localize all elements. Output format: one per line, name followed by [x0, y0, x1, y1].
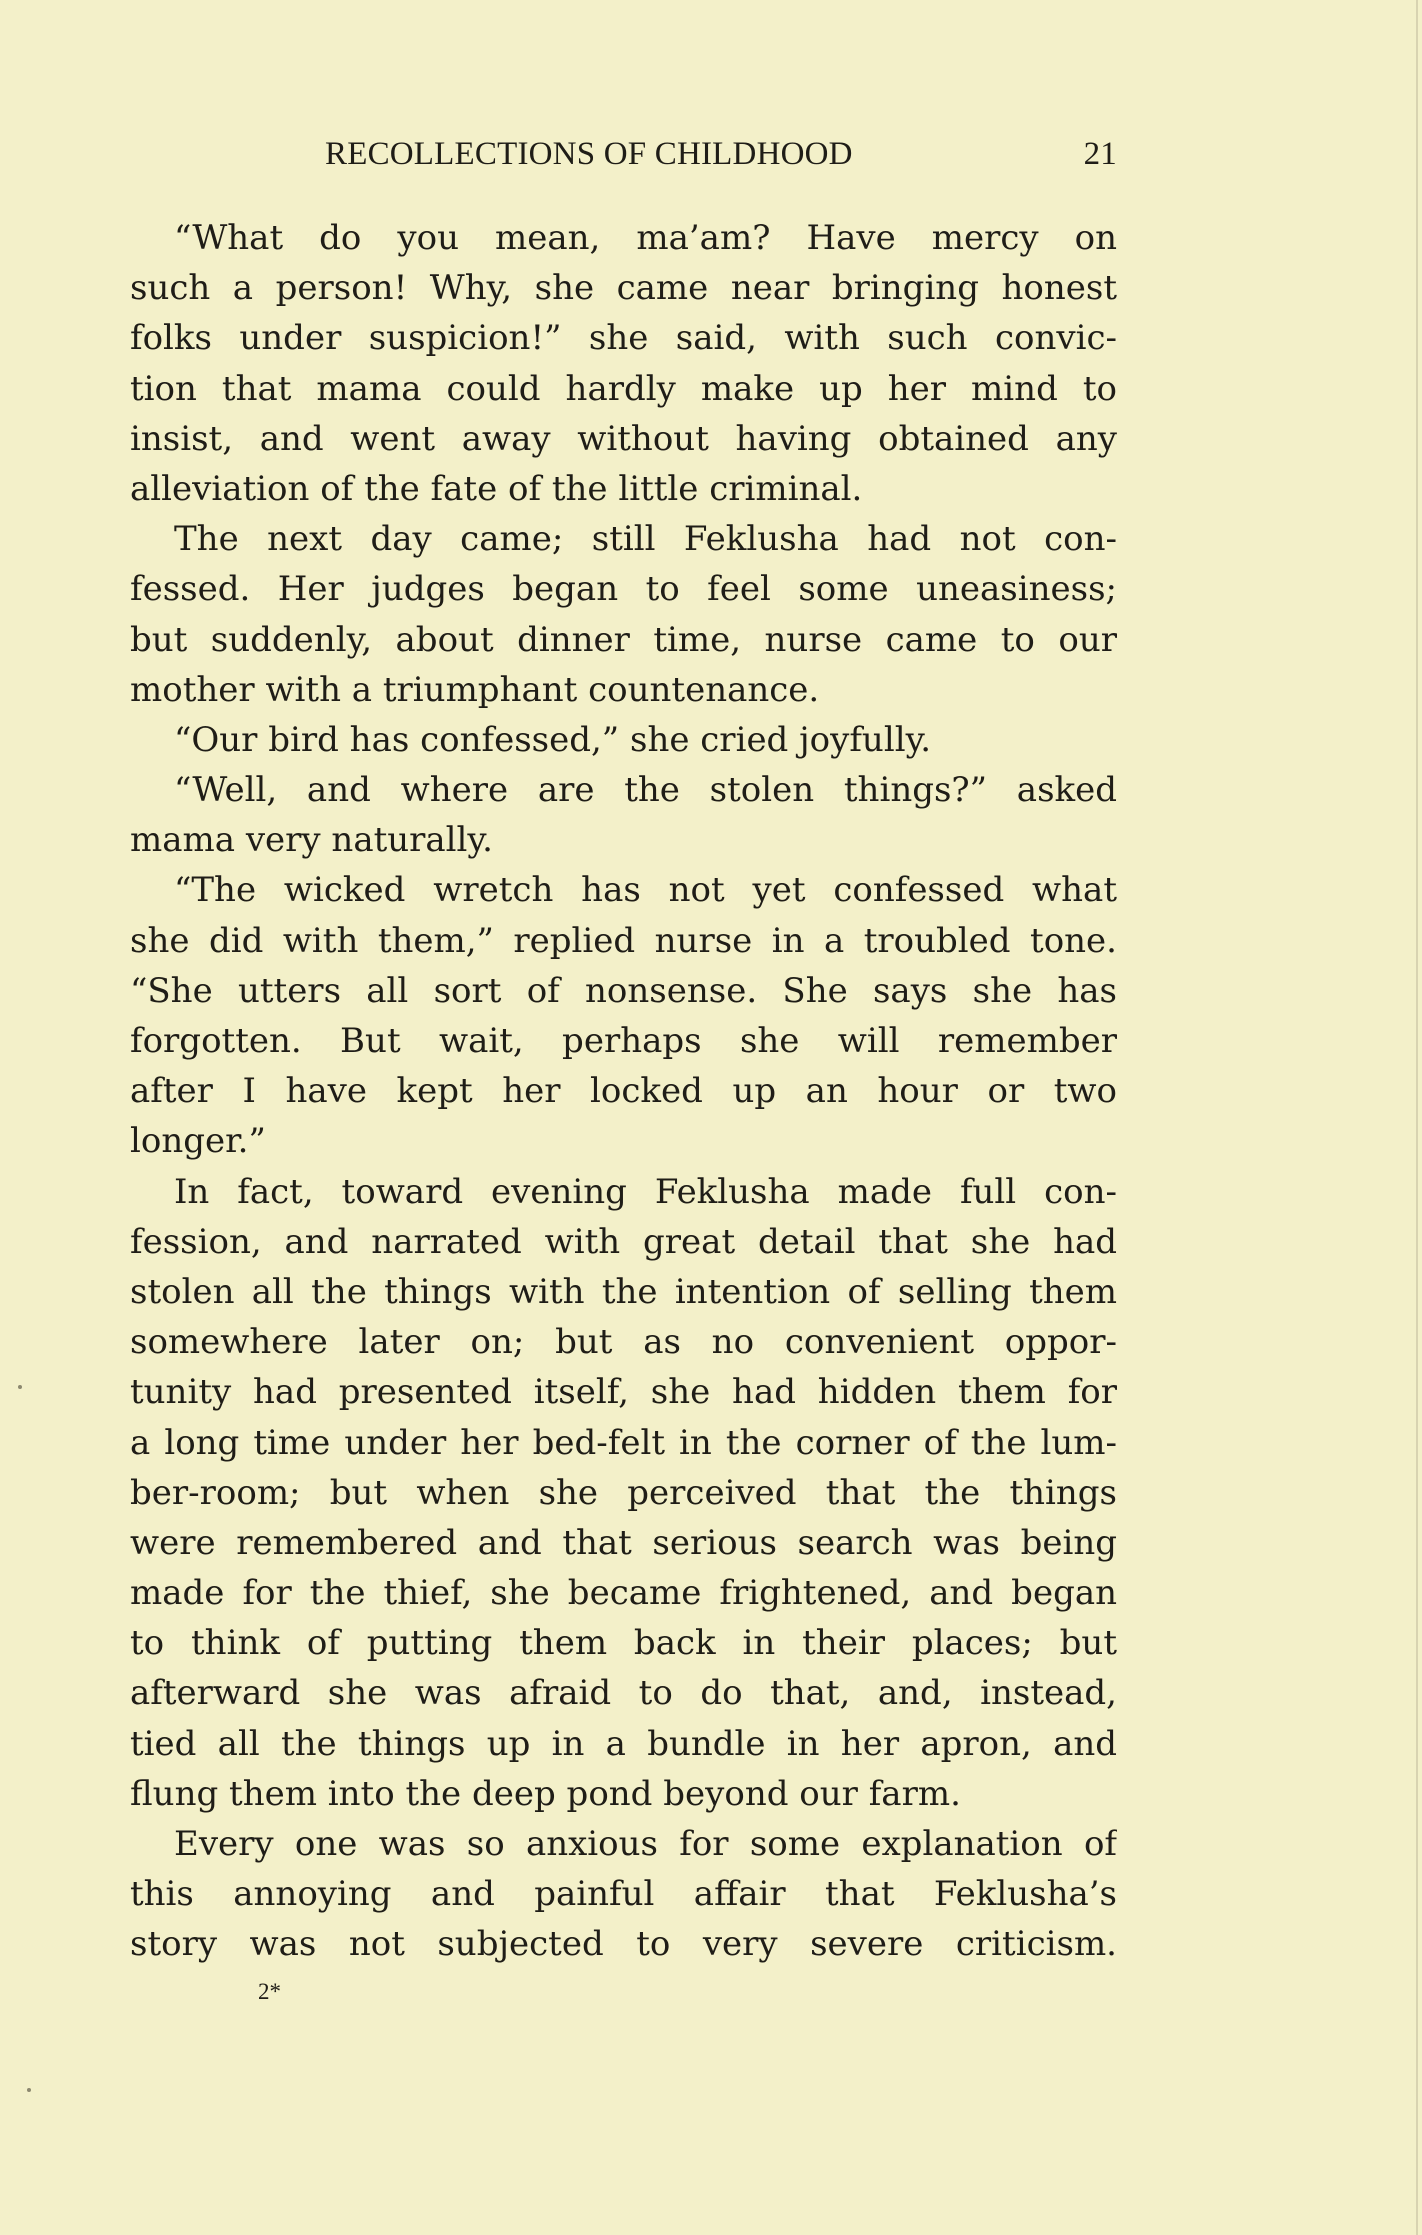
- text-line: a long time under her bed-felt in the corner of the lum-: [130, 1422, 1117, 1463]
- text-line: tion that mama could hardly make up her mind to: [130, 368, 1117, 409]
- text-line: “What do you mean, ma’am? Have mercy on: [174, 218, 1117, 258]
- text-line: ber-room; but when she perceived that the things: [130, 1472, 1117, 1513]
- text-line: tunity had presented itself, she had hidden them for: [130, 1372, 1117, 1413]
- page-edge: [1416, 0, 1418, 2235]
- text-line: alleviation of the fate of the little criminal.: [130, 468, 863, 509]
- text-line: “Well, and where are the stolen things?” asked: [174, 770, 1117, 811]
- text-line: In fact, toward evening Feklusha made full con-: [174, 1171, 1117, 1212]
- text-line: fessed. Her judges began to feel some uneasiness;: [130, 569, 1117, 610]
- text-line: but suddenly, about dinner time, nurse came to our: [130, 619, 1117, 660]
- text-line: this annoying and painful affair that Feklusha’s: [130, 1874, 1117, 1915]
- text-line: were remembered and that serious search was being: [130, 1522, 1117, 1563]
- page-header: [130, 130, 1117, 178]
- text-line: made for the thief, she became frightened, and began: [130, 1573, 1117, 1614]
- text-line: “Our bird has confessed,” she cried joyfully.: [174, 719, 932, 760]
- text-line: fession, and narrated with great detail that she had: [130, 1221, 1117, 1262]
- paper-speck: [18, 1385, 22, 1389]
- text-line: folks under suspicion!” she said, with such convic-: [130, 318, 1117, 359]
- text-line: mama very naturally.: [130, 820, 493, 861]
- text-line: flung them into the deep pond beyond our farm.: [130, 1773, 961, 1814]
- text-line: “She utters all sort of nonsense. She says she has: [130, 970, 1117, 1011]
- text-line: such a person! Why, she came near bringing honest: [130, 268, 1117, 309]
- text-line: insist, and went away without having obtained any: [130, 418, 1117, 459]
- text-line: afterward she was afraid to do that, and, instead,: [130, 1673, 1117, 1714]
- text-line: after I have kept her locked up an hour or two: [130, 1071, 1117, 1112]
- text-line: she did with them,” replied nurse in a troubled tone.: [130, 920, 1117, 961]
- signature-mark: 2*: [258, 1979, 281, 2004]
- text-line: mother with a triumphant countenance.: [130, 669, 820, 710]
- text-line: The next day came; still Feklusha had not con-: [174, 519, 1117, 560]
- text-line: “The wicked wretch has not yet confessed what: [174, 870, 1117, 911]
- text-line: stolen all the things with the intention of selling them: [130, 1271, 1117, 1312]
- text-line: somewhere later on; but as no convenient oppor-: [130, 1322, 1117, 1363]
- text-line: longer.”: [130, 1121, 266, 1162]
- text-line: story was not subjected to very severe criticism.: [130, 1924, 1117, 1965]
- running-title: RECOLLECTIONS OF CHILDHOOD: [325, 136, 853, 172]
- body-text: [130, 213, 1117, 1970]
- paper-speck: [27, 2088, 31, 2092]
- text-line: Every one was so anxious for some explanation of: [174, 1824, 1117, 1864]
- page-number: 21: [1083, 136, 1117, 172]
- text-line: tied all the things up in a bundle in her apron, and: [130, 1723, 1117, 1764]
- text-line: to think of putting them back in their places; but: [130, 1623, 1117, 1664]
- text-line: forgotten. But wait, perhaps she will remember: [130, 1021, 1117, 1061]
